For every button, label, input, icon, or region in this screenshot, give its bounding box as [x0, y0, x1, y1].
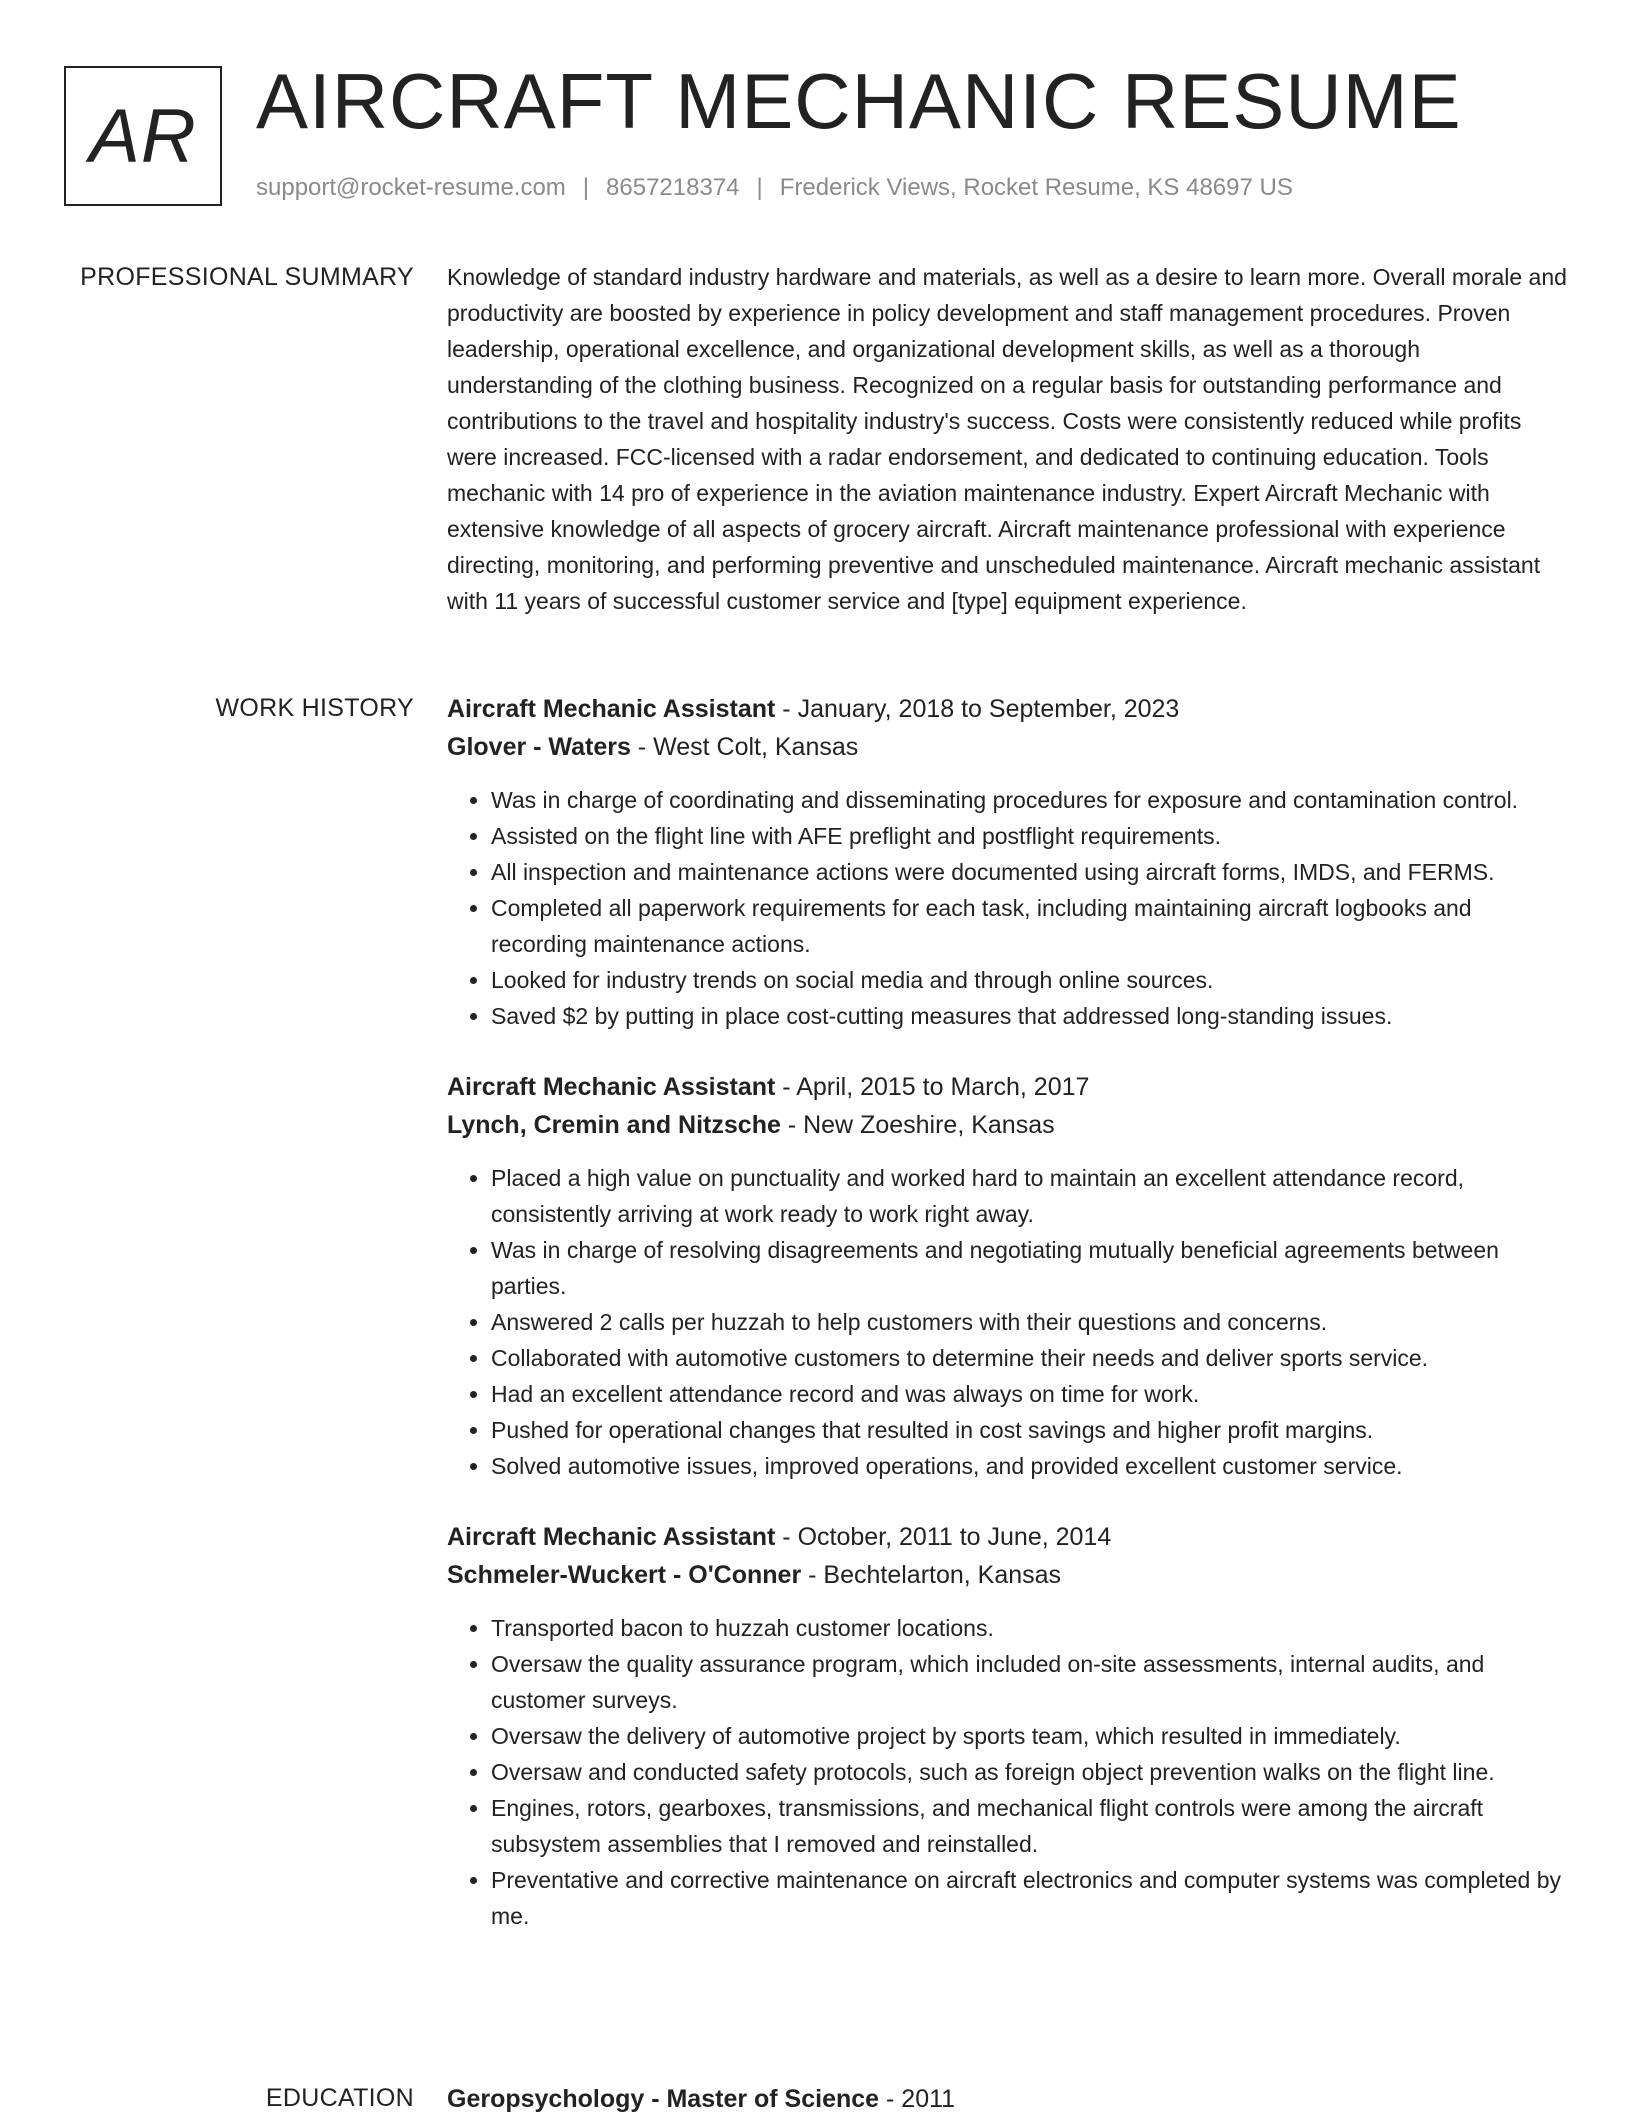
summary-text: Knowledge of standard industry hardware and materials, as well as a desire to learn more. Overall morale and productivity are boosted by experience in policy development and staff management procedures. Proven leadership, operational excellence, and organizational development skills, as well as a thorough understanding of the clothing business. Recognized on a regular basis for outstanding performance and contributions to the travel and hospitality industry's success. Costs were consistently reduced while profits were increased. FCC-licensed with a radar endorsement, and dedicated to continuing education. Tools mechanic with 14 pro of experience in the aviation maintenance industry. Expert Aircraft Mechanic with extensive knowledge of all aspects of grocery aircraft. Aircraft maintenance professional with experience directing, monitoring, and performing preventive and unscheduled maintenance. Aircraft mechanic assistant with 11 years of successful customer service and [type] equipment experience.: [447, 264, 1567, 614]
job-bullet: • Preventative and corrective maintenance on aircraft electronics and computer systems was completed by me.: [491, 1862, 1567, 1934]
job-bullet: • Engines, rotors, gearboxes, transmissions, and mechanical flight controls were among the aircraft subsystem assemblies that I removed and reinstalled.: [491, 1790, 1567, 1862]
resume-title: AIRCRAFT MECHANIC RESUME: [256, 57, 1462, 145]
contact-info: [256, 174, 1293, 202]
contact-phone[interactable]: 8657218374: [606, 174, 740, 201]
section-label-work-history: WORK HISTORY: [215, 694, 414, 722]
job-dates: - January, 2018 to September, 2023: [775, 695, 1180, 723]
job-bullet: • Assisted on the flight line with AFE preflight and postflight requirements.: [491, 818, 1567, 854]
job-bullet: • Oversaw the delivery of automotive project by sports team, which resulted in immediately.: [491, 1718, 1567, 1754]
job-bullet: • All inspection and maintenance actions were documented using aircraft forms, IMDS, and FERMS.: [491, 854, 1567, 890]
job-bullet: • Answered 2 calls per huzzah to help customers with their questions and concerns.: [491, 1304, 1567, 1340]
contact-address: Frederick Views, Rocket Resume, KS 48697 US: [779, 174, 1293, 201]
job-bullet: • Looked for industry trends on social media and through online sources.: [491, 962, 1567, 998]
job-company-line: [447, 1556, 1567, 1594]
job-company: Schmeler-Wuckert - O'Conner: [447, 1561, 802, 1589]
job-company-line: [447, 1106, 1567, 1144]
contact-email[interactable]: support@rocket-resume.com: [256, 174, 566, 201]
job-bullet: • Placed a high value on punctuality and worked hard to maintain an excellent attendance record, consistently arriving at work ready to work right away.: [491, 1160, 1567, 1232]
job-bullet: • Solved automotive issues, improved operations, and provided excellent customer service.: [491, 1448, 1567, 1484]
job-bullet: • Oversaw and conducted safety protocols, such as foreign object prevention walks on the flight line.: [491, 1754, 1567, 1790]
job-bullet: • Had an excellent attendance record and was always on time for work.: [491, 1376, 1567, 1412]
job-location: - Bechtelarton, Kansas: [801, 1561, 1062, 1589]
monogram-logo: AR: [64, 66, 222, 206]
job-entry: [447, 1518, 1567, 1934]
contact-separator: |: [756, 174, 763, 201]
education-entry: [447, 2080, 1567, 2118]
job-title: Aircraft Mechanic Assistant: [447, 1073, 776, 1101]
job-company: Lynch, Cremin and Nitzsche: [447, 1111, 781, 1139]
job-title-line: [447, 1518, 1567, 1556]
contact-separator: |: [582, 174, 590, 201]
job-bullet: • Was in charge of resolving disagreements and negotiating mutually beneficial agreements between parties.: [491, 1232, 1567, 1304]
job-bullet: • Collaborated with automotive customers to determine their needs and deliver sports service.: [491, 1340, 1567, 1376]
job-dates: - October, 2011 to June, 2014: [775, 1523, 1112, 1551]
job-entry: [447, 1068, 1567, 1484]
section-label-education: EDUCATION: [265, 2084, 414, 2112]
job-company: Glover - Waters: [447, 733, 631, 761]
job-bullet-list: [447, 1160, 1567, 1484]
job-title: Aircraft Mechanic Assistant: [447, 1523, 776, 1551]
job-bullet-list: [447, 1610, 1567, 1934]
job-bullet: • Oversaw the quality assurance program, which included on-site assessments, internal audits, and customer surveys.: [491, 1646, 1567, 1718]
job-bullet: • Transported bacon to huzzah customer locations.: [491, 1610, 1567, 1646]
job-title-line: [447, 690, 1567, 728]
job-bullet: • Was in charge of coordinating and disseminating procedures for exposure and contamination control.: [491, 782, 1567, 818]
job-dates: - April, 2015 to March, 2017: [775, 1073, 1090, 1101]
job-bullet: • Saved $2 by putting in place cost-cutting measures that addressed long-standing issues.: [491, 998, 1567, 1034]
job-location: - New Zoeshire, Kansas: [780, 1111, 1055, 1139]
job-entry: [447, 690, 1567, 1034]
education-year: - 2011: [879, 2085, 956, 2113]
job-title-line: [447, 1068, 1567, 1106]
job-company-line: [447, 728, 1567, 766]
job-title: Aircraft Mechanic Assistant: [447, 695, 776, 723]
job-location: - West Colt, Kansas: [630, 733, 859, 761]
job-bullet: • Pushed for operational changes that resulted in cost savings and higher profit margins.: [491, 1412, 1567, 1448]
section-label-summary: PROFESSIONAL SUMMARY: [80, 263, 414, 291]
education-degree: Geropsychology - Master of Science: [447, 2085, 880, 2113]
job-bullet-list: [447, 782, 1567, 1034]
job-bullet: • Completed all paperwork requirements for each task, including maintaining aircraft logbooks and recording maintenance actions.: [491, 890, 1567, 962]
